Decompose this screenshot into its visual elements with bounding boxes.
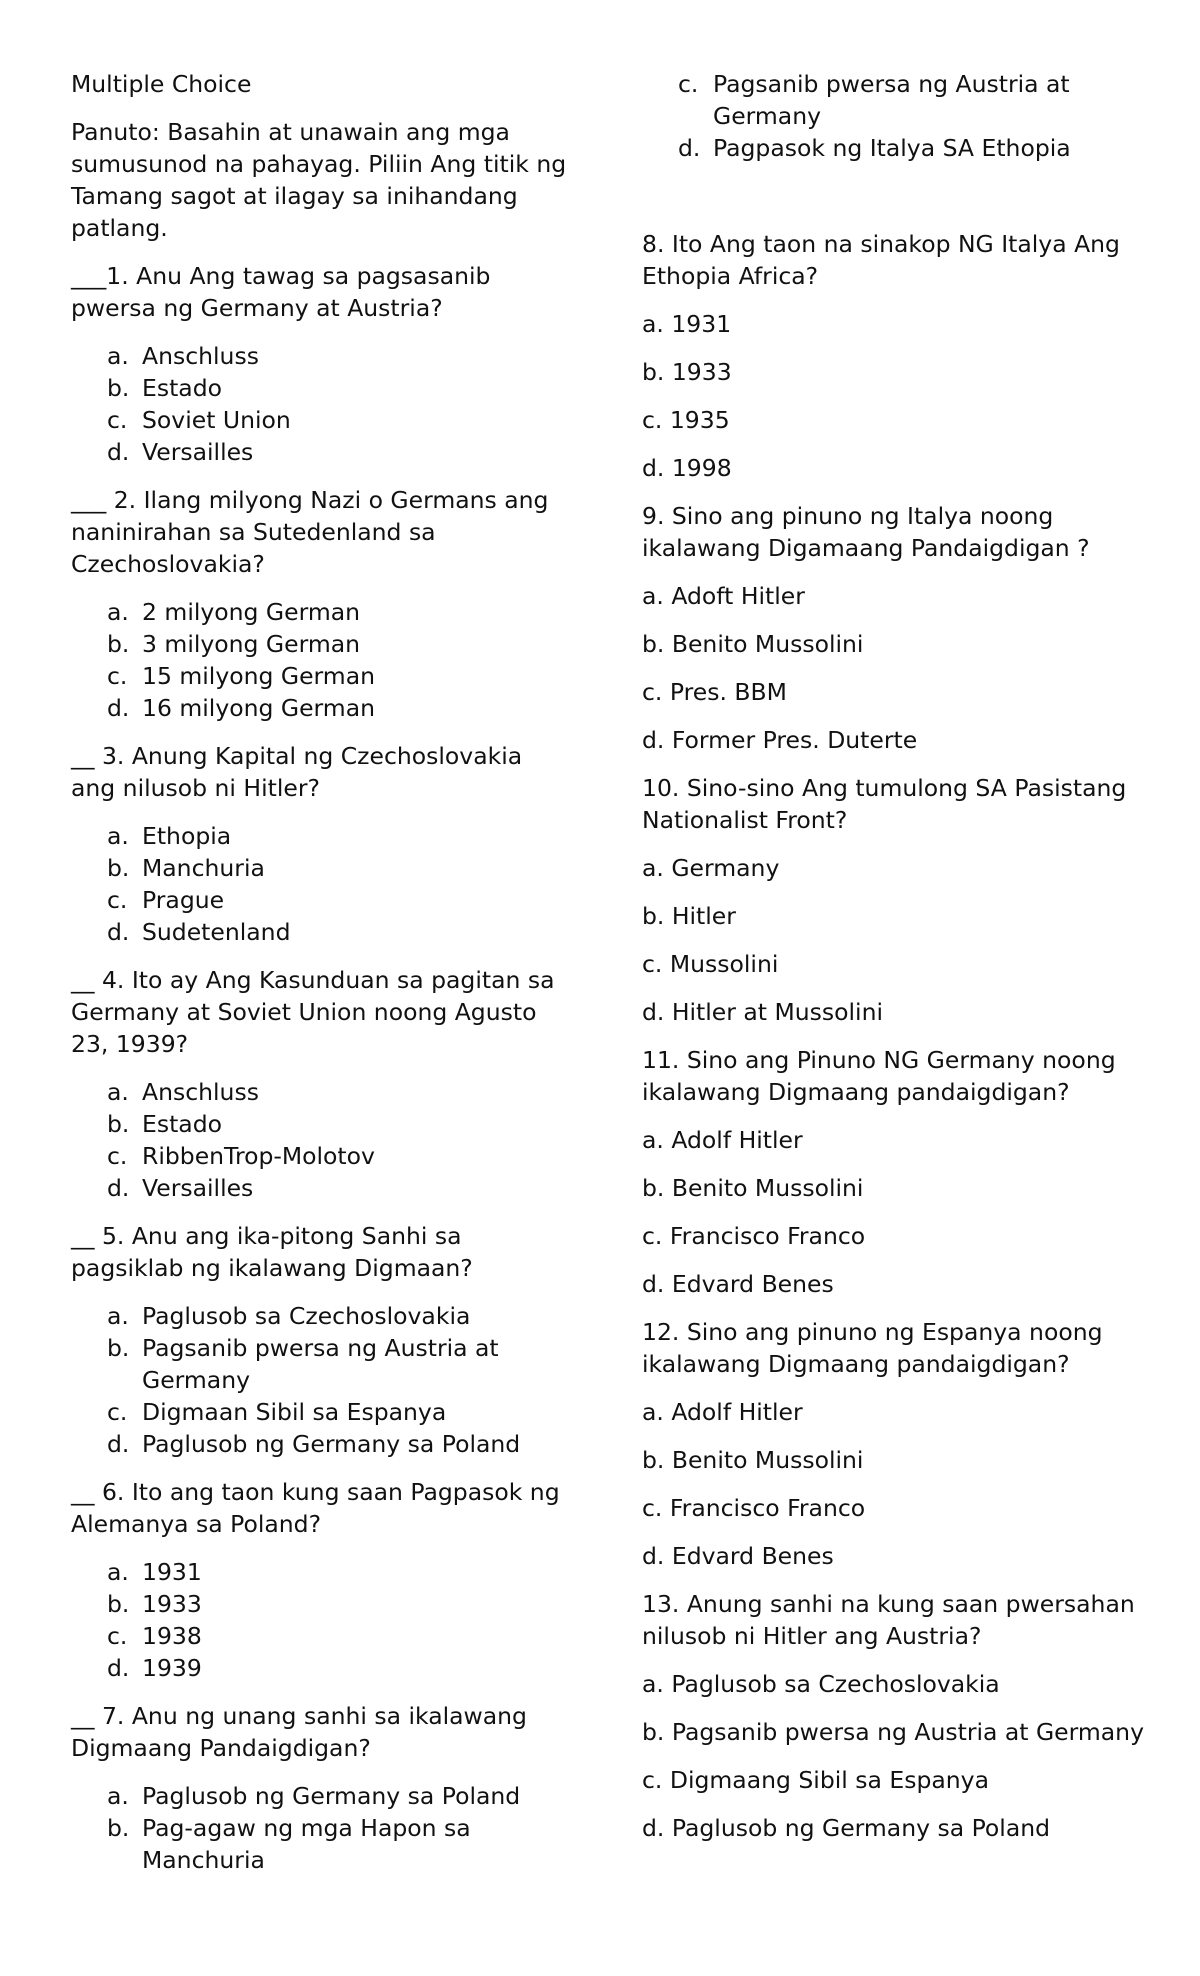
choice-9b: b. Benito Mussolini — [642, 630, 864, 658]
choice-letter: d. — [107, 1174, 130, 1202]
choice-8d: d. 1998 — [642, 454, 732, 482]
choice-letter: c. — [107, 886, 128, 914]
choice-4c — [107, 1140, 571, 1172]
right-column — [642, 68, 1152, 1860]
choices-q7 — [71, 1780, 571, 1876]
choice-text: 1938 — [142, 1622, 202, 1650]
choice-10c: c. Mussolini — [642, 950, 779, 978]
choice-5b — [107, 1332, 571, 1396]
question-11: 11. Sino ang Pinuno NG Germany noong ikalawang Digmaang pandaigdigan? — [642, 1046, 1116, 1106]
choice-text: 16 milyong German — [142, 694, 375, 722]
choice-6a — [107, 1556, 571, 1588]
choice-text: Pagsanib pwersa ng Austria at Germany — [713, 70, 1070, 130]
choice-12c: c. Francisco Franco — [642, 1494, 866, 1522]
choices-q5 — [71, 1300, 571, 1460]
choice-letter: b. — [107, 1334, 130, 1362]
choice-text: Paglusob sa Czechoslovakia — [142, 1302, 471, 1330]
choice-letter: b. — [107, 1110, 130, 1138]
question-8: 8. Ito Ang taon na sinakop NG Italya Ang Ethopia Africa? — [642, 230, 1120, 290]
choice-2b — [107, 628, 571, 660]
choice-letter: b. — [107, 1590, 130, 1618]
choice-text: 15 milyong German — [142, 662, 375, 690]
choice-6d — [107, 1652, 571, 1684]
choices-q4 — [71, 1076, 571, 1204]
choice-1c — [107, 404, 571, 436]
choice-8b: b. 1933 — [642, 358, 732, 386]
choice-text: Paglusob ng Germany sa Poland — [142, 1782, 521, 1810]
choices-q6 — [71, 1556, 571, 1684]
choice-12a: a. Adolf Hitler — [642, 1398, 803, 1426]
choice-text: 1931 — [142, 1558, 202, 1586]
choice-text: Estado — [142, 374, 223, 402]
choice-2a — [107, 596, 571, 628]
choice-letter: c. — [107, 1398, 128, 1426]
question-1: ___1. Anu Ang tawag sa pagsasanib pwersa ng Germany at Austria? — [71, 262, 491, 322]
choice-letter: a. — [107, 822, 129, 850]
choice-text: Manchuria — [142, 854, 265, 882]
choice-9a: a. Adoft Hitler — [642, 582, 805, 610]
choice-3d — [107, 916, 571, 948]
choice-letter: a. — [107, 1558, 129, 1586]
choice-text: Prague — [142, 886, 225, 914]
choice-11a: a. Adolf Hitler — [642, 1126, 803, 1154]
choice-letter: d. — [678, 134, 701, 162]
choice-letter: a. — [107, 598, 129, 626]
choice-text: Paglusob ng Germany sa Poland — [142, 1430, 521, 1458]
choices-q2 — [71, 596, 571, 724]
choice-3c — [107, 884, 571, 916]
choice-text: 2 milyong German — [142, 598, 361, 626]
choice-9d: d. Former Pres. Duterte — [642, 726, 918, 754]
choice-9c: c. Pres. BBM — [642, 678, 787, 706]
choice-7b — [107, 1812, 571, 1876]
question-2: ___ 2. Ilang milyong Nazi o Germans ang naninirahan sa Sutedenland sa Czechoslovakia? — [71, 486, 549, 578]
choice-text: Anschluss — [142, 1078, 259, 1106]
choice-text: Anschluss — [142, 342, 259, 370]
choice-6c — [107, 1620, 571, 1652]
choice-letter: d. — [107, 1654, 130, 1682]
choice-text: 1933 — [142, 1590, 202, 1618]
choice-2d — [107, 692, 571, 724]
choice-13d: d. Paglusob ng Germany sa Poland — [642, 1814, 1051, 1842]
question-4: __ 4. Ito ay Ang Kasunduan sa pagitan sa Germany at Soviet Union noong Agusto 23, 1939? — [71, 966, 555, 1058]
choice-letter: a. — [107, 1782, 129, 1810]
choice-letter: b. — [107, 1814, 130, 1842]
question-7: __ 7. Anu ng unang sanhi sa ikalawang Digmaang Pandaigdigan? — [71, 1702, 527, 1762]
choice-text: Pagsanib pwersa ng Austria at Germany — [142, 1334, 499, 1394]
question-3: __ 3. Anung Kapital ng Czechoslovakia ang nilusob ni Hitler? — [71, 742, 523, 802]
choice-12b: b. Benito Mussolini — [642, 1446, 864, 1474]
choice-4b — [107, 1108, 571, 1140]
choice-11d: d. Edvard Benes — [642, 1270, 834, 1298]
choice-1d — [107, 436, 571, 468]
choice-11c: c. Francisco Franco — [642, 1222, 866, 1250]
choices-q7-continued — [642, 68, 1152, 164]
question-6: __ 6. Ito ang taon kung saan Pagpasok ng Alemanya sa Poland? — [71, 1478, 560, 1538]
choice-letter: a. — [107, 342, 129, 370]
choice-11b: b. Benito Mussolini — [642, 1174, 864, 1202]
choice-letter: c. — [107, 662, 128, 690]
choice-letter: c. — [678, 70, 699, 98]
choice-1b — [107, 372, 571, 404]
choice-4d — [107, 1172, 571, 1204]
choice-5a — [107, 1300, 571, 1332]
choice-letter: c. — [107, 406, 128, 434]
choice-text: 1939 — [142, 1654, 202, 1682]
column-spacer — [642, 180, 1152, 228]
choice-letter: d. — [107, 918, 130, 946]
choice-text: Pagpasok ng Italya SA Ethopia — [713, 134, 1071, 162]
choice-7d — [678, 132, 1152, 164]
worksheet-heading: Multiple Choice — [71, 70, 252, 98]
choice-text: Ethopia — [142, 822, 232, 850]
choice-text: Versailles — [142, 1174, 254, 1202]
choice-letter: a. — [107, 1302, 129, 1330]
choice-text: Soviet Union — [142, 406, 291, 434]
choice-letter: c. — [107, 1622, 128, 1650]
choice-3b — [107, 852, 571, 884]
choice-2c — [107, 660, 571, 692]
choice-8c: c. 1935 — [642, 406, 730, 434]
choice-1a — [107, 340, 571, 372]
question-13: 13. Anung sanhi na kung saan pwersahan nilusob ni Hitler ang Austria? — [642, 1590, 1135, 1650]
choices-q1 — [71, 340, 571, 468]
question-5: __ 5. Anu ang ika-pitong Sanhi sa pagsiklab ng ikalawang Digmaan? — [71, 1222, 473, 1282]
choice-letter: d. — [107, 1430, 130, 1458]
choice-text: 3 milyong German — [142, 630, 361, 658]
choices-q3 — [71, 820, 571, 948]
choice-text: Versailles — [142, 438, 254, 466]
left-column — [71, 68, 571, 1892]
instructions: Panuto: Basahin at unawain ang mga sumusunod na pahayag. Piliin Ang titik ng Tamang sagot at ilagay sa inihandang patlang. — [71, 118, 567, 242]
question-12: 12. Sino ang pinuno ng Espanya noong ikalawang Digmaang pandaigdigan? — [642, 1318, 1103, 1378]
choice-13b: b. Pagsanib pwersa ng Austria at Germany — [642, 1718, 1144, 1746]
choice-letter: a. — [107, 1078, 129, 1106]
choice-text: RibbenTrop-Molotov — [142, 1142, 375, 1170]
question-10: 10. Sino-sino Ang tumulong SA Pasistang Nationalist Front? — [642, 774, 1127, 834]
choice-7a — [107, 1780, 571, 1812]
choice-10d: d. Hitler at Mussolini — [642, 998, 883, 1026]
choice-letter: b. — [107, 374, 130, 402]
choice-text: Sudetenland — [142, 918, 291, 946]
choice-3a — [107, 820, 571, 852]
choice-letter: d. — [107, 694, 130, 722]
choice-letter: c. — [107, 1142, 128, 1170]
choice-7c — [678, 68, 1152, 132]
choice-4a — [107, 1076, 571, 1108]
choice-13c: c. Digmaang Sibil sa Espanya — [642, 1766, 989, 1794]
choice-letter: b. — [107, 630, 130, 658]
choice-text: Digmaan Sibil sa Espanya — [142, 1398, 447, 1426]
choice-8a: a. 1931 — [642, 310, 732, 338]
choice-10b: b. Hitler — [642, 902, 736, 930]
question-9: 9. Sino ang pinuno ng Italya noong ikalawang Digamaang Pandaigdigan ? — [642, 502, 1090, 562]
choice-10a: a. Germany — [642, 854, 780, 882]
choice-text: Estado — [142, 1110, 223, 1138]
choice-letter: b. — [107, 854, 130, 882]
choice-letter: d. — [107, 438, 130, 466]
choice-5c — [107, 1396, 571, 1428]
choice-6b — [107, 1588, 571, 1620]
choice-text: Pag-agaw ng mga Hapon sa Manchuria — [142, 1814, 471, 1874]
choice-12d: d. Edvard Benes — [642, 1542, 834, 1570]
choice-5d — [107, 1428, 571, 1460]
choice-13a: a. Paglusob sa Czechoslovakia — [642, 1670, 1000, 1698]
